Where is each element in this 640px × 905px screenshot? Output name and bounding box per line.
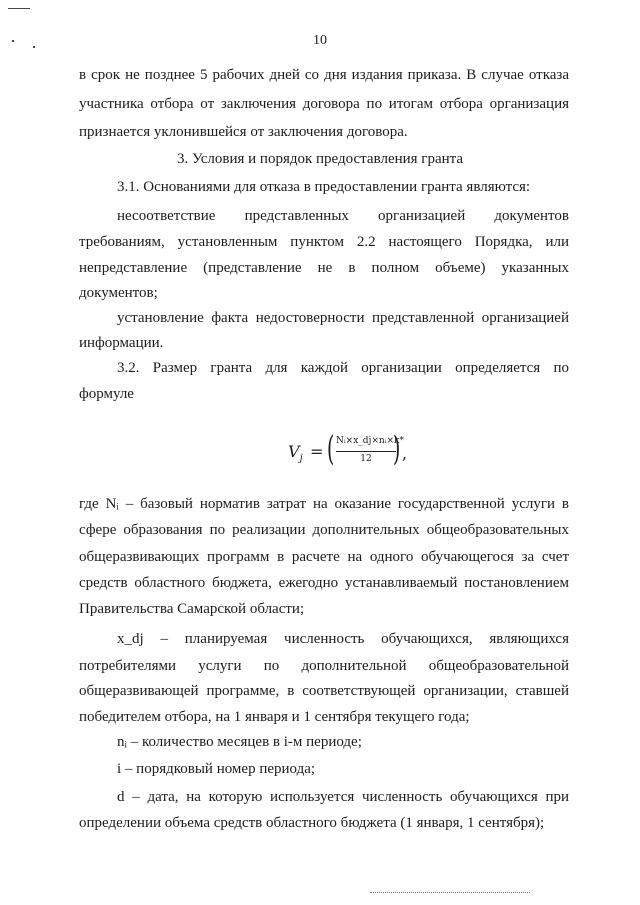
formula-equals: =: [310, 442, 324, 461]
def-d-line: d – дата, на которую используется численность обучающихся при: [117, 789, 569, 805]
section-heading: 3. Условия и порядок предоставления гранта: [176, 151, 464, 167]
formula-fraction-bar: [336, 451, 396, 452]
formula-right-paren: ): [392, 429, 401, 469]
scan-mark-top-line: [8, 8, 30, 9]
def-n-line: общеразвивающих программ в расчете на одного обучающегося за счет: [79, 549, 569, 565]
def-x-line: x_dj – планируемая численность обучающихся, являющихся: [117, 631, 569, 647]
formula-denominator: 12: [360, 454, 372, 464]
para1-line: в срок не позднее 5 рабочих дней со дня издания приказа. В случае отказа: [79, 67, 569, 83]
para1-line: признается уклонившейся от заключения договора.: [79, 124, 408, 140]
def-x-line: общеразвивающей программе, в соответствующей организации, ставшей: [79, 683, 569, 699]
formula-lhs: $V_j$: [288, 442, 303, 465]
formula-trailing-comma: ,: [402, 444, 408, 463]
reason2-line: установление факта недостоверности представленной организацией: [117, 310, 569, 326]
item-3-2-line: формуле: [79, 386, 134, 402]
def-n-line: средств областного бюджета, ежегодно устанавливаемый постановлением: [79, 575, 569, 591]
def-n-line: где Nᵢ – базовый норматив затрат на оказание государственной услуги в: [79, 496, 569, 512]
grant-formula: [288, 429, 408, 472]
para1-line: участника отбора от заключения договора по итогам отбора организация: [79, 96, 569, 112]
formula-left-paren: (: [326, 429, 335, 469]
formula-numerator: Nᵢ×x_dj×nᵢ×k*: [336, 436, 404, 446]
def-x-line: потребителями услуги по дополнительной общеобразовательной: [79, 658, 569, 674]
item-3-2-line: 3.2. Размер гранта для каждой организации определяется по: [117, 360, 569, 376]
def-months: nᵢ – количество месяцев в i-м периоде;: [117, 734, 362, 750]
def-x-line: победителем отбора, на 1 января и 1 сентября текущего года;: [79, 709, 470, 725]
def-d-line: определении объема средств областного бюджета (1 января, 1 сентября);: [79, 815, 545, 831]
reason1-line: непредставление (представление не в полном объеме) указанных: [79, 260, 569, 276]
def-period-index: i – порядковый номер периода;: [117, 761, 316, 777]
page-number: 10: [313, 33, 327, 48]
def-n-line: сфере образования по реализации дополнительных общеобразовательных: [79, 522, 569, 538]
reason1-line: документов;: [79, 285, 158, 301]
scan-dotted-artifact: [370, 892, 530, 894]
item-3-1: 3.1. Основаниями для отказа в предоставлении гранта являются:: [117, 179, 531, 195]
reason1-line: несоответствие представленных организацией документов: [117, 208, 569, 224]
reason2-line: информации.: [79, 335, 164, 351]
reason1-line: требованиям, установленным пунктом 2.2 настоящего Порядка, или: [79, 234, 569, 250]
def-n-line: Правительства Самарской области;: [79, 601, 305, 617]
